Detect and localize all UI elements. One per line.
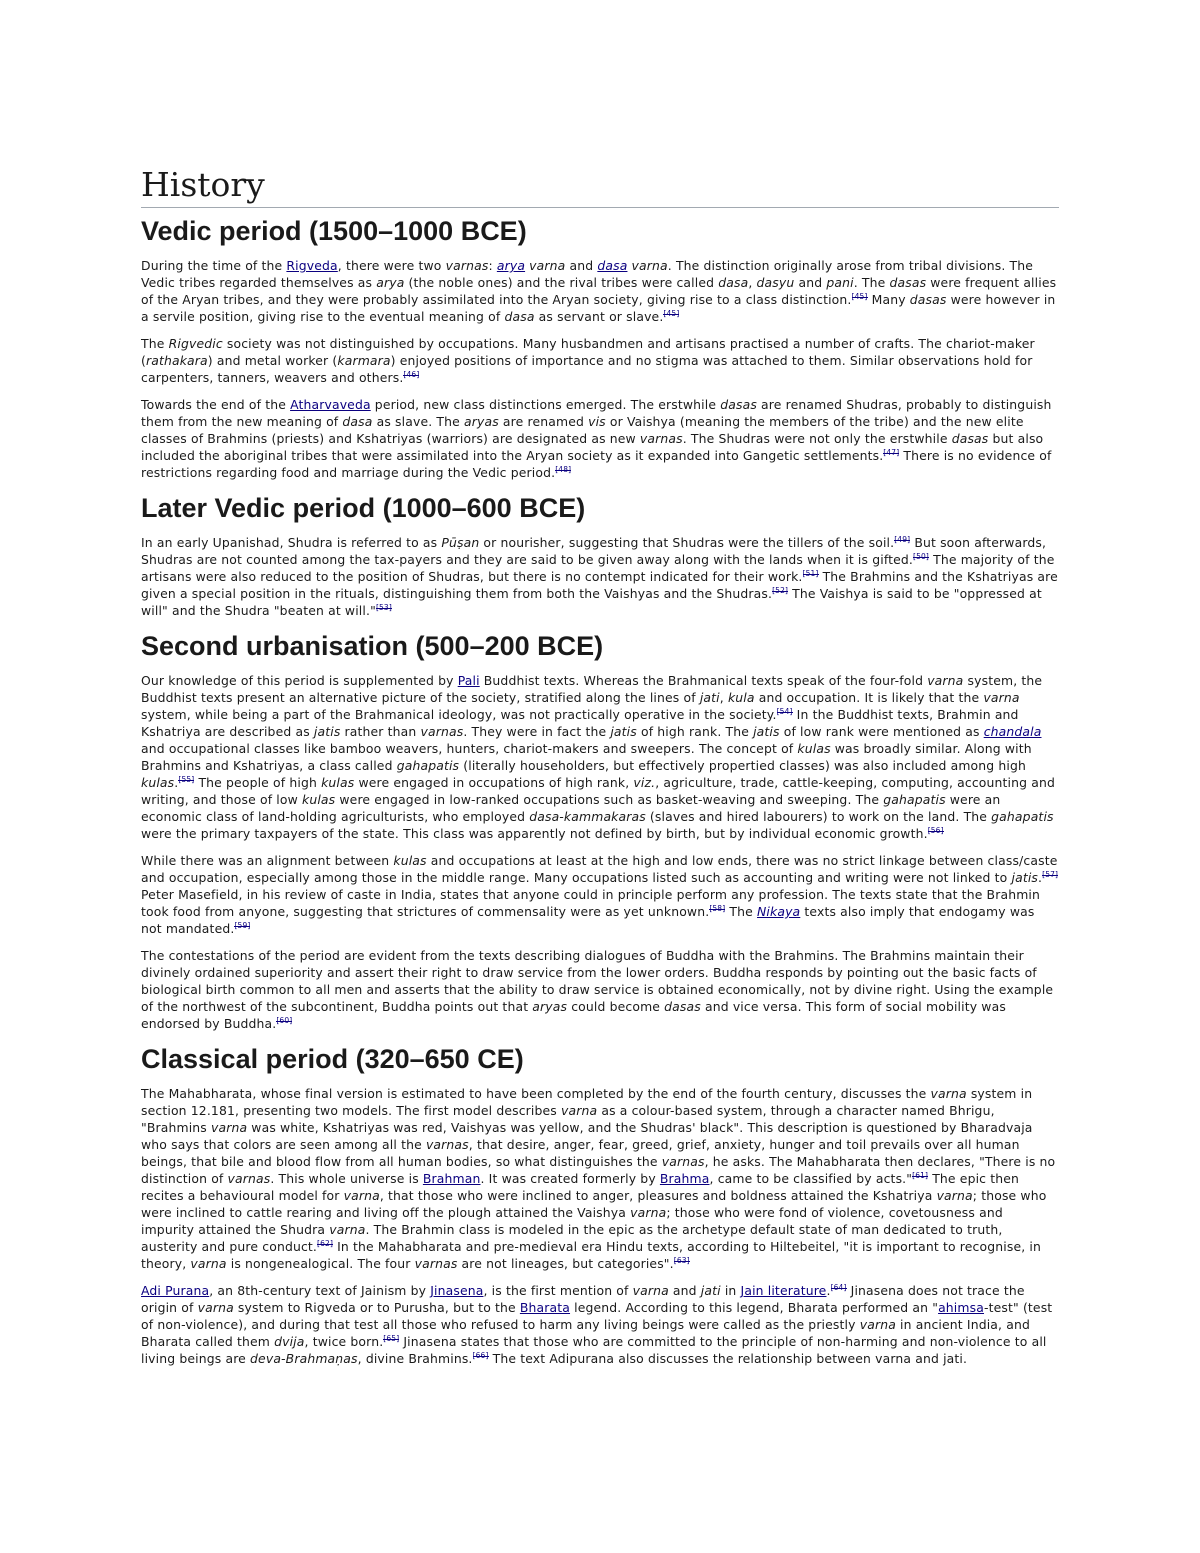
italic-term: varnas: [661, 1154, 705, 1169]
text-run: and: [794, 275, 827, 290]
italic-term: viz.: [633, 775, 656, 790]
italic-term: gahapatis: [991, 809, 1054, 824]
italic-term: dasa: [504, 309, 535, 324]
italic-term: jatis: [313, 724, 341, 739]
wiki-link[interactable]: Pali: [457, 673, 480, 688]
italic-term: varna: [632, 1283, 669, 1298]
text-run: and vice versa. This form of social mobility was endorsed by Buddha.: [141, 999, 1006, 1031]
italic-term: varna: [630, 1205, 667, 1220]
italic-term: aryas: [464, 414, 499, 429]
italic-term: jatis: [753, 724, 780, 739]
italic-term: varna: [983, 690, 1020, 705]
text-run: (the noble ones) and the rival tribes were called: [404, 275, 719, 290]
text-run: There is no evidence of restrictions regarding food and marriage during the Vedic period.: [141, 448, 1052, 480]
citation-link[interactable]: [66]: [472, 1350, 489, 1360]
italic-term: aryas: [532, 999, 568, 1014]
text-run: . The: [853, 275, 890, 290]
wiki-link[interactable]: Atharvaveda: [290, 397, 371, 412]
text-run: During the time of the: [141, 258, 287, 273]
italic-term: jatis: [610, 724, 637, 739]
citation-link[interactable]: [65]: [383, 1333, 400, 1343]
wiki-link[interactable]: Nikaya: [757, 904, 801, 919]
text-run: rather than: [340, 724, 421, 739]
text-run: ) enjoyed positions of importance and no stigma was attached to them. Similar observations hold for carpenters, tanners, weavers and others.: [141, 353, 1033, 385]
text-run: of low rank were mentioned as: [779, 724, 984, 739]
text-run: or nourisher, suggesting that Shudras were the tillers of the soil.: [479, 535, 895, 550]
text-run: is nongenealogical. The four: [226, 1256, 415, 1271]
text-run: Our knowledge of this period is supplemented by: [141, 673, 458, 688]
text-run: (literally householders, but effectively propertied classes) was also included among high: [459, 758, 1026, 773]
section-heading: Classical period (320–650 CE): [141, 1044, 524, 1074]
paragraph: [141, 852, 1059, 937]
text-run: Jinasena states that those who are committed to the principle of non-harming and non-violence to all living beings are: [141, 1334, 1047, 1366]
text-run: and occupations at least at the high and low ends, there was no strict linkage between class/caste and occupation, especially among those in the middle range. Many occupations listed such as accounting and writing were not linked to: [141, 853, 1058, 885]
text-run: , is the first mention of: [483, 1283, 633, 1298]
paragraph: [141, 947, 1059, 1032]
italic-term: gahapatis: [396, 758, 460, 773]
text-run: are renamed Shudras, probably to distinguish them from the new meaning of: [141, 397, 1052, 429]
text-run: . The distinction originally arose from tribal divisions. The Vedic tribes regarded themselves as: [141, 258, 1034, 290]
citation-link[interactable]: [56]: [927, 825, 944, 835]
citation-link[interactable]: [49]: [894, 534, 911, 544]
italic-term: jati: [699, 690, 720, 705]
italic-term: dasyu: [756, 275, 795, 290]
italic-term: varnas: [639, 431, 683, 446]
text-run: , divine Brahmins.: [357, 1351, 473, 1366]
text-run: of high rank. The: [636, 724, 754, 739]
italic-term: varnas: [227, 1171, 271, 1186]
text-run: as servant or slave.: [534, 309, 664, 324]
text-run: The contestations of the period are evident from the texts describing dialogues of Buddha with the Brahmins. The Brahmins maintain their divinely ordained superiority and assert their right to draw service from the lower orders. Buddha responds by pointing out the basic facts of biological birth common to all men and asserts that the ability to draw service is obtained economically, not by divine right. Using the example of the northwest of the subcontinent, Buddha points out that: [141, 948, 1054, 1014]
citation-link[interactable]: [63]: [673, 1255, 690, 1265]
italic-term: varna: [930, 1086, 967, 1101]
citation-link[interactable]: [45]: [851, 291, 868, 301]
text-run: as a colour-based system, through a character named Bhrigu, "Brahmins: [141, 1103, 995, 1135]
wiki-link[interactable]: chandala: [983, 724, 1042, 739]
text-run: ) and metal worker (: [207, 353, 338, 368]
text-run: legend. According to this legend, Bharata performed an ": [570, 1300, 939, 1315]
text-run: were however in a servile position, giving rise to the eventual meaning of: [141, 292, 1056, 324]
text-run: could become: [567, 999, 665, 1014]
wiki-link[interactable]: Adi Purana: [141, 1283, 210, 1298]
text-run: .: [826, 1283, 831, 1298]
text-run: in: [720, 1283, 741, 1298]
italic-term: dasa-kammakaras: [529, 809, 646, 824]
italic-term: dasas: [720, 397, 757, 412]
wiki-link[interactable]: dasa: [597, 258, 628, 273]
italic-term: pani: [826, 275, 854, 290]
italic-term: dasas: [909, 292, 947, 307]
text-run: But soon afterwards, Shudras are not counted among the tax-payers and they are said to be given away along with the lands when it is gifted.: [141, 535, 1047, 567]
text-run: but also included the aboriginal tribes that were assimilated into the Aryan society as it expanded into Gangetic settlements.: [141, 431, 1044, 463]
italic-term: dasas: [664, 999, 701, 1014]
text-run: system in section 12.181, presenting two models. The first model describes: [141, 1086, 1033, 1118]
text-run: system, the Buddhist texts present an alternative picture of the society, stratified along the lines of: [141, 673, 1043, 705]
text-run: . They were in fact the: [463, 724, 611, 739]
text-run: system to Rigveda or to Purusha, but to the: [233, 1300, 520, 1315]
italic-term: varna: [859, 1317, 896, 1332]
italic-term: arya: [376, 275, 405, 290]
italic-term: varna: [927, 673, 964, 688]
paragraph: [141, 335, 1059, 386]
italic-term: vis: [588, 414, 606, 429]
italic-term: varna: [211, 1120, 248, 1135]
text-run: , twice born.: [304, 1334, 384, 1349]
citation-link[interactable]: [50]: [913, 551, 930, 561]
italic-term: deva-Brahmaṇas: [250, 1351, 358, 1366]
text-run: The majority of the artisans were also reduced to the position of Shudras, but there is no contempt indicated for their work.: [141, 552, 1055, 584]
text-run: society was not distinguished by occupations. Many husbandmen and artisans practised a number of crafts. The chariot-maker (: [141, 336, 1035, 368]
italic-term: dasa: [718, 275, 749, 290]
italic-term: dasas: [951, 431, 989, 446]
paragraph: [141, 1085, 1059, 1272]
paragraph: [141, 396, 1059, 481]
text-run: was broadly similar. Along with Brahmins and Kshatriyas, a class called: [141, 741, 1032, 773]
italic-term: karmara: [337, 353, 391, 368]
citation-link[interactable]: [46]: [403, 369, 420, 379]
italic-term: jatis: [1011, 870, 1039, 885]
paragraph: [141, 1282, 1059, 1367]
text-run: as slave. The: [372, 414, 465, 429]
text-run: While there was an alignment between: [141, 853, 394, 868]
wiki-link[interactable]: Brahman: [422, 1171, 481, 1186]
wiki-link[interactable]: ahimsa: [938, 1300, 984, 1315]
text-run: , that desire, anger, fear, greed, grief, anxiety, hunger and toil prevails over all human beings, that bile and blood flow from all human bodies, so what distinguishes the: [141, 1137, 1020, 1169]
wiki-link[interactable]: Jain literature: [740, 1283, 827, 1298]
text-run: Towards the end of the: [141, 397, 291, 412]
italic-term: gahapatis: [883, 792, 946, 807]
citation-link[interactable]: [59]: [234, 920, 251, 930]
italic-term: varna: [631, 258, 668, 273]
text-run: The Mahabharata, whose final version is estimated to have been completed by the end of the fourth century, discusses the: [141, 1086, 931, 1101]
paragraph: [141, 257, 1059, 325]
citation-link[interactable]: [57]: [1042, 869, 1059, 879]
citation-link[interactable]: [55]: [178, 774, 195, 784]
text-run: . This whole universe is: [270, 1171, 423, 1186]
citation-link[interactable]: [51]: [802, 568, 819, 578]
text-run: .: [1038, 870, 1043, 885]
italic-term: varnas: [420, 724, 464, 739]
text-run: , came to be classified by acts.": [709, 1171, 913, 1186]
text-run: were engaged in occupations of high rank,: [354, 775, 634, 790]
italic-term: dasas: [889, 275, 927, 290]
italic-term: dvija: [274, 1334, 305, 1349]
text-run: The people of high: [194, 775, 322, 790]
wiki-link[interactable]: Brahma: [659, 1171, 710, 1186]
text-run: Peter Masefield, in his review of caste in India, states that anyone could in principle perform any profession. The texts state that the Brahmin took food from anyone, suggesting that strictures of commensality were as yet unknown.: [141, 887, 1041, 919]
text-run: , agriculture, trade, cattle-keeping, computing, accounting and writing, and those of low: [141, 775, 1056, 807]
text-run: or Vaishya (meaning the members of the tribe) and the new elite classes of Brahmins (priests) and Kshatriyas (warriors) are designated as new: [141, 414, 1024, 446]
text-run: The: [141, 336, 169, 351]
italic-term: rathakara: [145, 353, 208, 368]
italic-term: kulas: [141, 775, 175, 790]
text-run: were the primary taxpayers of the state. This class was apparently not defined by birth, but by individual economic growth.: [141, 826, 928, 841]
italic-term: varna: [329, 1222, 366, 1237]
text-run: and: [668, 1283, 701, 1298]
italic-term: varnas: [445, 258, 489, 273]
text-run: are renamed: [498, 414, 589, 429]
italic-term: Rigvedic: [168, 336, 223, 351]
citation-link[interactable]: [64]: [830, 1282, 847, 1292]
citation-link[interactable]: [60]: [276, 1015, 293, 1025]
text-run: In the Mahabharata and pre-medieval era Hindu texts, according to Hiltebeitel, "it is important to recognise, in theory,: [141, 1239, 1042, 1271]
italic-term: dasa: [342, 414, 373, 429]
italic-term: varna: [561, 1103, 598, 1118]
citation-link[interactable]: [62]: [317, 1238, 334, 1248]
text-run: in ancient India, and Bharata called them: [141, 1317, 1030, 1349]
text-run: were frequent allies of the Aryan tribes, and they were probably assimilated into the Aryan society, giving rise to a class distinction.: [141, 275, 1057, 307]
text-run: and occupational classes like bamboo weavers, hunters, chariot-makers and sweepers. The concept of: [141, 741, 798, 756]
text-run: (slaves and hired labourers) to work on the land. The: [645, 809, 992, 824]
text-run: .: [174, 775, 179, 790]
italic-term: kulas: [797, 741, 831, 756]
citation-link[interactable]: [47]: [883, 447, 900, 457]
wiki-link[interactable]: Rigveda: [286, 258, 338, 273]
text-run: The: [725, 904, 757, 919]
text-run: Buddhist texts. Whereas the Brahmanical texts speak of the four-fold: [479, 673, 928, 688]
text-run: texts also imply that endogamy was not mandated.: [141, 904, 1035, 936]
text-run: In an early Upanishad, Shudra is referred to as: [141, 535, 442, 550]
text-run: , an 8th-century text of Jainism by: [209, 1283, 431, 1298]
text-run: ,: [748, 275, 757, 290]
text-run: system, while being a part of the Brahmanical ideology, was not practically operative in the society.: [141, 707, 777, 722]
text-run: . The Brahmin class is modeled in the epic as the archetype default state of man dedicated to truth, austerity and pure conduct.: [141, 1222, 1003, 1254]
italic-term: jati: [700, 1283, 721, 1298]
citation-link[interactable]: [58]: [709, 903, 726, 913]
text-run: were an economic class of land-holding agriculturists, who employed: [141, 792, 1001, 824]
text-run: were engaged in low-ranked occupations such as basket-weaving and sweeping. The: [335, 792, 884, 807]
text-run: Jinasena does not trace the origin of: [141, 1283, 1025, 1315]
section-heading: Vedic period (1500–1000 BCE): [141, 216, 527, 246]
italic-term: varnas: [425, 1137, 469, 1152]
text-run: , that those who were inclined to anger, pleasures and boldness attained the Kshatriya: [379, 1188, 937, 1203]
section-heading: Second urbanisation (500–200 BCE): [141, 631, 604, 661]
page-title: History: [141, 166, 1059, 208]
italic-term: kulas: [302, 792, 336, 807]
text-run: The epic then recites a behavioural model for: [141, 1171, 1020, 1203]
text-run: :: [488, 258, 497, 273]
text-run: The text Adipurana also discusses the relationship between varna and jati.: [488, 1351, 968, 1366]
italic-term: kulas: [393, 853, 427, 868]
citation-link[interactable]: [48]: [555, 464, 572, 474]
text-run: . It was created formerly by: [480, 1171, 660, 1186]
text-run: -test" (test of non-violence), and during that test all those who refused to harm any living beings were called as the priestly: [141, 1300, 1053, 1332]
wiki-link[interactable]: arya: [496, 258, 526, 273]
text-run: period, new class distinctions emerged. The erstwhile: [370, 397, 721, 412]
text-run: , there were two: [337, 258, 446, 273]
italic-term: varna: [529, 258, 566, 273]
paragraph: [141, 672, 1059, 842]
section-heading: Later Vedic period (1000–600 BCE): [141, 493, 586, 523]
citation-link[interactable]: [52]: [772, 585, 789, 595]
text-run: ; those who were inclined to cattle rearing and living off the plough attained the Vaishya: [141, 1188, 1047, 1220]
wiki-link[interactable]: Bharata: [519, 1300, 571, 1315]
text-run: The Brahmins and the Kshatriyas are given a special position in the rituals, distinguishing them from both the Vaishyas and the Shudras.: [141, 569, 1058, 601]
italic-term: kulas: [321, 775, 355, 790]
text-run: Many: [867, 292, 910, 307]
text-run: . The Shudras were not only the erstwhile: [682, 431, 952, 446]
article-content: [141, 166, 1059, 1377]
paragraph: [141, 534, 1059, 619]
text-run: The Vaishya is said to be "oppressed at will" and the Shudra "beaten at will.": [141, 586, 1042, 618]
text-run: was white, Kshatriyas was red, Vaishyas was yellow, and the Shudras' black". This description is questioned by Bharadvaja who says that colors are seen among all the: [141, 1120, 1033, 1152]
citation-link[interactable]: [61]: [912, 1170, 929, 1180]
article-sections: [141, 214, 1059, 1367]
citation-link[interactable]: [45]: [663, 308, 680, 318]
text-run: ; those who were fond of violence, covetousness and impurity attained the Shudra: [141, 1205, 1003, 1237]
italic-term: varnas: [414, 1256, 458, 1271]
italic-term: Pūṣan: [441, 535, 480, 550]
italic-term: kula: [727, 690, 755, 705]
text-run: In the Buddhist texts, Brahmin and Kshatriya are described as: [141, 707, 1019, 739]
text-run: , he asks. The Mahabharata then declares, "There is no distinction of: [141, 1154, 1056, 1186]
italic-term: varna: [190, 1256, 227, 1271]
text-run: ,: [719, 690, 728, 705]
italic-term: varna: [343, 1188, 380, 1203]
text-run: are not lineages, but categories".: [457, 1256, 674, 1271]
text-run: and: [565, 258, 598, 273]
text-run: and occupation. It is likely that the: [754, 690, 984, 705]
italic-term: varna: [936, 1188, 973, 1203]
wiki-link[interactable]: Jinasena: [430, 1283, 484, 1298]
citation-link[interactable]: [53]: [375, 602, 392, 612]
citation-link[interactable]: [54]: [776, 706, 793, 716]
italic-term: varna: [197, 1300, 234, 1315]
